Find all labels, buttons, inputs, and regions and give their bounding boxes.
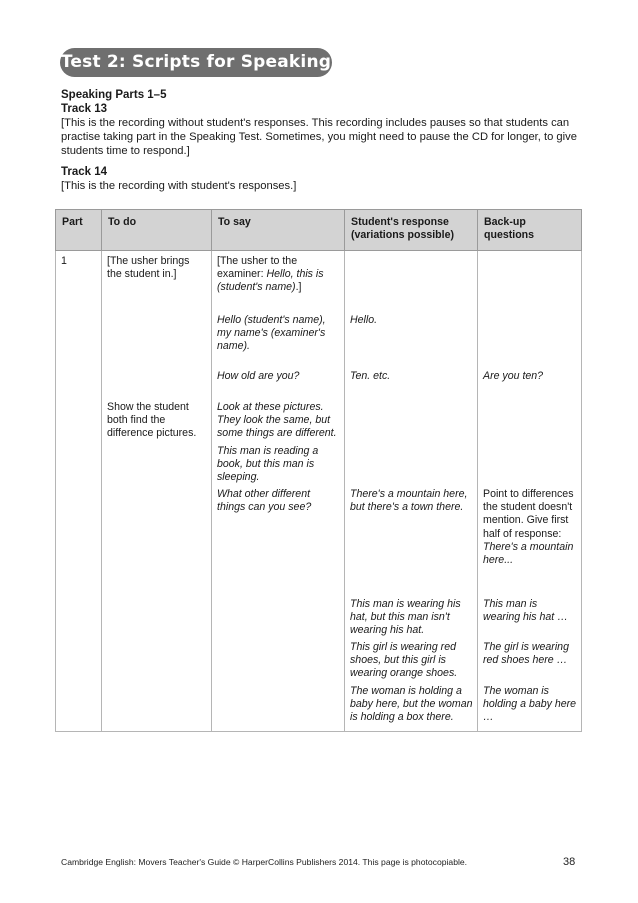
intro-section	[61, 88, 591, 193]
part-number: 1	[61, 255, 67, 267]
response-baby: The woman is holding a baby here, but the woman is holding a box there.	[350, 685, 473, 724]
speaking-script-table	[55, 209, 582, 732]
table-row	[56, 251, 582, 732]
header-part: Part	[56, 210, 102, 251]
student-response-cell	[345, 251, 478, 732]
track14-label: Track 14	[61, 166, 108, 178]
backup-are-you-ten: Are you ten?	[483, 370, 544, 382]
header-back-up-questions: Back-up questions	[478, 210, 582, 251]
response-ten: Ten. etc.	[350, 370, 391, 382]
response-hello: Hello.	[350, 314, 378, 326]
say-how-old: How old are you?	[217, 370, 300, 382]
say-look-pictures: Look at these pictures. They look the same, but some things are different.	[217, 401, 337, 440]
track13-description: [This is the recording without student's responses. This recording includes pauses so that students can practise taking part in the Speaking Test. Sometimes, you might need to pause the CD for longer, to give students time to respond.]	[61, 117, 577, 157]
to-say-cell	[212, 251, 345, 732]
page-title: Test 2: Scripts for Speaking	[60, 48, 332, 77]
say-greeting: Hello (student's name), my name's (examiner's name).	[217, 314, 326, 353]
table-header-row	[56, 210, 582, 251]
response-shoes: This girl is wearing red shoes, but this girl is wearing orange shoes.	[350, 641, 458, 680]
backup-shoes: The girl is wearing red shoes here …	[483, 641, 569, 667]
say-man-reading: This man is reading a book, but this man is sleeping.	[217, 445, 319, 484]
backup-hat: This man is wearing his hat …	[483, 598, 568, 624]
backup-point-differences: Point to differences the student doesn't mention. Give first half of response: There's a mountain here...	[483, 488, 574, 567]
to-do-cell	[102, 251, 212, 732]
track14-description: [This is the recording with student's responses.]	[61, 180, 297, 192]
back-up-cell	[478, 251, 582, 732]
say-other-differences: What other different things can you see?	[217, 488, 312, 514]
part-cell	[56, 251, 102, 732]
footer-copyright: Cambridge English: Movers Teacher's Guide © HarperCollins Publishers 2014. This page is photocopiable.	[61, 857, 468, 867]
header-to-do: To do	[102, 210, 212, 251]
track13-label: Track 13	[61, 103, 108, 115]
response-mountain: There's a mountain here, but there's a town there.	[350, 488, 468, 514]
page-number: 38	[563, 856, 576, 868]
todo-usher: [The usher brings the student in.]	[107, 255, 190, 281]
header-student-response: Student's response (variations possible)	[345, 210, 478, 251]
header-to-say: To say	[212, 210, 345, 251]
section-heading: Speaking Parts 1–5	[61, 89, 167, 101]
say-usher-intro: [The usher to the examiner: Hello, this is (student's name).]	[217, 255, 324, 294]
todo-show-pictures: Show the student both find the difference pictures.	[107, 401, 197, 440]
response-hat: This man is wearing his hat, but this man isn't wearing his hat.	[350, 598, 461, 637]
backup-baby: The woman is holding a baby here …	[483, 685, 577, 724]
